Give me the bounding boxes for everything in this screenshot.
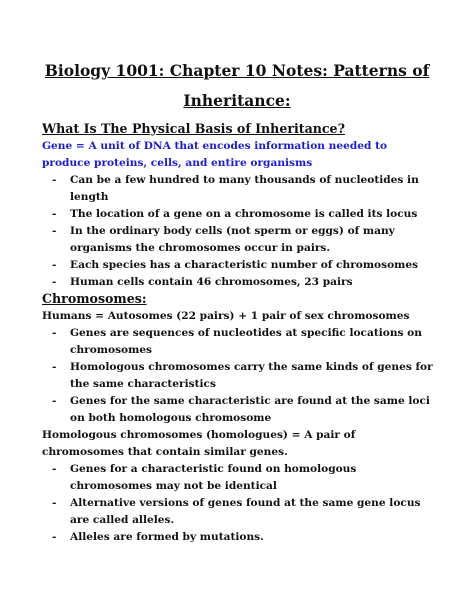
list-item: - Genes are sequences of nucleotides at specific locations on chromosomes: [52, 327, 422, 356]
section-heading: What Is The Physical Basis of Inheritance?: [42, 121, 345, 136]
list-item: - Alternative versions of genes found at the same gene locus are called alleles.: [52, 497, 421, 526]
humans-definition: Humans = Autosomes (22 pairs) + 1 pair of sex chromosomes: [42, 310, 410, 322]
list-item: - Alleles are formed by mutations.: [52, 531, 264, 543]
homologous-definition: Homologous chromosomes (homologues) = A pair of chromosomes that contain similar genes.: [42, 429, 356, 458]
page-title: Biology 1001: Chapter 10 Notes: Patterns of Inheritance:: [44, 61, 430, 110]
bullet-list: [42, 325, 438, 427]
list-item: - Each species has a characteristic number of chromosomes: [52, 259, 419, 271]
list-item: - Human cells contain 46 chromosomes, 23 pairs: [52, 276, 353, 288]
list-item: - Genes for the same characteristic are found at the same loci on both homologous chromosome: [52, 395, 430, 424]
gene-definition: Gene = A unit of DNA that encodes information needed to produce proteins, cells, and entire organisms: [42, 140, 388, 169]
list-item: - In the ordinary body cells (not sperm or eggs) of many organisms the chromosomes occur in pairs.: [52, 225, 395, 254]
list-item: - Genes for a characteristic found on homologous chromosomes may not be identical: [52, 463, 357, 492]
list-item: - Homologous chromosomes carry the same kinds of genes for the same characteristics: [52, 361, 433, 390]
section-heading: Chromosomes:: [42, 291, 147, 306]
list-item: - Can be a few hundred to many thousands of nucleotides in length: [52, 174, 419, 203]
bullet-list: [42, 461, 438, 546]
list-item: - The location of a gene on a chromosome is called its locus: [52, 208, 418, 220]
bullet-list: [42, 172, 438, 291]
section-physical-basis: [42, 120, 438, 291]
section-chromosomes: [42, 290, 438, 546]
